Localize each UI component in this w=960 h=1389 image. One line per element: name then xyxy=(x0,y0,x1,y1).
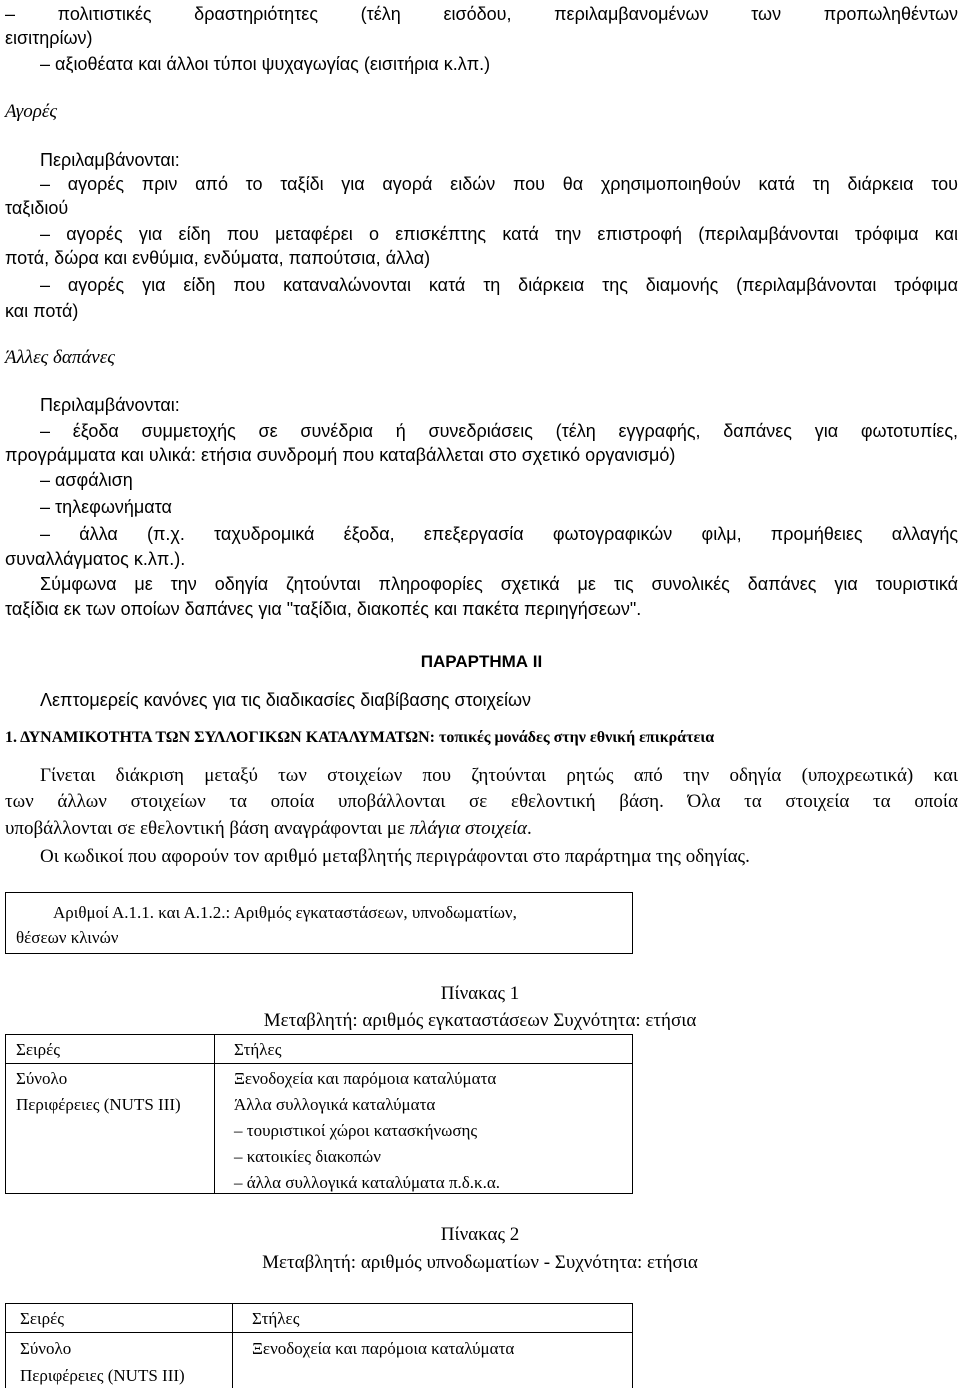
other-expenses-line-6: συναλλάγματος κ.λπ.). xyxy=(5,549,186,569)
purchases-item-1-line-2: ταξιδιού xyxy=(5,198,69,218)
directive-note-line-1: Σύμφωνα με την οδηγία ζητούνται πληροφορίες σχετικά με τις συνολικές δαπάνες για τουριστικά xyxy=(40,574,958,594)
table-2-variable: Μεταβλητή: αριθμός υπνοδωματίων - Συχνότητα: ετήσια xyxy=(262,1252,698,1273)
table-2-series-row: Περιφέρειες (NUTS III) xyxy=(20,1366,185,1385)
other-expenses-heading: Άλλες δαπάνες xyxy=(5,347,115,368)
variable-numbers-line-2: θέσεων κλινών xyxy=(16,928,119,947)
table-1-series-row: Σύνολο xyxy=(16,1069,68,1088)
table-2-header-divider xyxy=(6,1332,632,1333)
annex-subtitle: Λεπτομερείς κανόνες για τις διαδικασίες διαβίβασης στοιχείων xyxy=(40,690,532,710)
table-1-column-row: – κατοικίες διακοπών xyxy=(234,1147,381,1166)
variable-numbers-box xyxy=(5,892,633,954)
variable-numbers-line-1: Αριθμοί Α.1.1. και Α.1.2.: Αριθμός εγκαταστάσεων, υπνοδωματίων, xyxy=(53,903,517,922)
table-1-header-divider xyxy=(6,1063,632,1064)
para-1-line-3-text: υποβάλλονται σε εθελοντική βάση αναγράφονται με xyxy=(5,818,410,839)
table-2 xyxy=(5,1303,633,1388)
table-2-columns-header: Στήλες xyxy=(252,1309,300,1328)
para-1-line-3-end: . xyxy=(527,818,532,839)
directive-note-line-2: ταξίδια εκ των οποίων δαπάνες για "ταξίδια, διακοπές και πακέτα περιηγήσεων". xyxy=(5,599,642,619)
purchases-item-3-line-1: – αγορές για είδη που καταναλώνονται κατά τη διάρκεια της διαμονής (περιλαμβάνονται τρόφιμα xyxy=(40,275,958,295)
intro-item-1-line-2: εισιτηρίων) xyxy=(5,28,93,48)
intro-item-2: – αξιοθέατα και άλλοι τύποι ψυχαγωγίας (εισιτήρια κ.λπ.) xyxy=(40,54,491,74)
table-2-title: Πίνακας 2 xyxy=(440,1224,520,1245)
other-expenses-includes-label: Περιλαμβάνονται: xyxy=(40,395,180,415)
purchases-item-3-line-2: και ποτά) xyxy=(5,301,79,321)
para-1-line-2: των άλλων στοιχείων τα οποία υποβάλλονται σε εθελοντική βάση. Όλα τα στοιχεία τα οποία xyxy=(5,791,958,812)
purchases-item-2-line-2: ποτά, δώρα και ενθύμια, ενδύματα, παπούτσια, άλλα) xyxy=(5,248,431,268)
other-expenses-line-1: – έξοδα συμμετοχής σε συνέδρια ή συνεδριάσεις (τέλη εγγραφής, δαπάνες για φωτοτυπίες, xyxy=(40,421,958,441)
table-1-column-row: Ξενοδοχεία και παρόμοια καταλύματα xyxy=(234,1069,497,1088)
table-1-column-row: – άλλα συλλογικά καταλύματα π.δ.κ.α. xyxy=(234,1173,501,1192)
section-1-heading: 1. ΔΥΝΑΜΙΚΟΤΗΤΑ ΤΩΝ ΣΥΛΛΟΓΙΚΩΝ ΚΑΤΑΛΥΜΑΤΩΝ: τοπικές μονάδες στην εθνική επικράτεια xyxy=(5,729,715,746)
annex-title: ΠΑΡΑΡΤΗΜΑ II xyxy=(420,652,543,671)
table-1-variable: Μεταβλητή: αριθμός εγκαταστάσεων Συχνότητα: ετήσια xyxy=(263,1010,697,1031)
table-1-columns-header: Στήλες xyxy=(234,1040,282,1059)
table-2-series-row: Σύνολο xyxy=(20,1339,72,1358)
para-1-line-3 xyxy=(5,817,958,841)
para-1-italic-text: πλάγια στοιχεία xyxy=(409,818,527,839)
table-1-column-row: Άλλα συλλογικά καταλύματα xyxy=(234,1095,436,1114)
purchases-item-2-line-1: – αγορές για είδη που μεταφέρει ο επισκέπτης κατά την επιστροφή (περιλαμβάνονται τρόφιμα και xyxy=(40,224,958,244)
other-expenses-line-5: – άλλα (π.χ. ταχυδρομικά έξοδα, επεξεργασία φωτογραφικών φιλμ, προμήθειες αλλαγής xyxy=(40,524,958,544)
para-2: Οι κωδικοί που αφορούν τον αριθμό μεταβλητής περιγράφονται στο παράρτημα της οδηγίας. xyxy=(40,846,750,867)
purchases-item-1-line-1: – αγορές πριν από το ταξίδι για αγορά ειδών που θα χρησιμοποιηθούν κατά τη διάρκεια του xyxy=(40,174,958,194)
table-2-column-divider xyxy=(232,1304,233,1388)
other-expenses-insurance: – ασφάλιση xyxy=(40,470,133,490)
other-expenses-line-2: προγράμματα και υλικά: ετήσια συνδρομή που καταβάλλεται στο σχετικό οργανισμό) xyxy=(5,445,676,465)
table-1-column-divider xyxy=(214,1035,215,1193)
table-1-title: Πίνακας 1 xyxy=(440,983,520,1004)
para-1-line-1: Γίνεται διάκριση μεταξύ των στοιχείων που ζητούνται ρητώς από την οδηγία (υποχρεωτικά) και xyxy=(40,765,958,786)
table-2-series-header: Σειρές xyxy=(20,1309,64,1328)
table-2-column-row: Ξενοδοχεία και παρόμοια καταλύματα xyxy=(252,1339,515,1358)
intro-item-1-line-1: – πολιτιστικές δραστηριότητες (τέλη εισόδου, περιλαμβανομένων των προπωληθέντων xyxy=(5,4,958,24)
purchases-heading: Αγορές xyxy=(5,101,58,122)
table-1 xyxy=(5,1034,633,1194)
table-1-column-row: – τουριστικοί χώροι κατασκήνωσης xyxy=(234,1121,478,1140)
table-1-series-row: Περιφέρειες (NUTS III) xyxy=(16,1095,181,1114)
purchases-includes-label: Περιλαμβάνονται: xyxy=(40,150,180,170)
table-1-series-header: Σειρές xyxy=(16,1040,60,1059)
other-expenses-phone: – τηλεφωνήματα xyxy=(40,497,172,517)
